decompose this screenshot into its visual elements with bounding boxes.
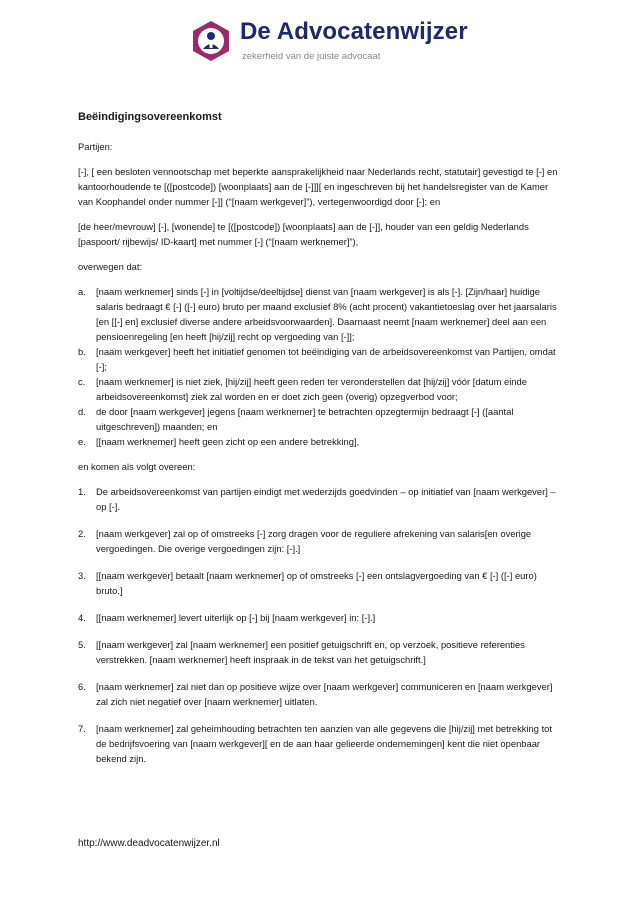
brand-name: De Advocatenwijzer bbox=[240, 18, 468, 45]
recital-text: [[naam werknemer] heeft geen zicht op een andere betrekking], bbox=[96, 436, 360, 447]
recital-item bbox=[78, 404, 560, 434]
article-text: [naam werknemer] zal geheimhouding betrachten ten aanzien van alle gegevens die [hij/zij] met betrekking tot de bedrijfsvoering van [naam werkgever][ en de aan haar gelieerde ondernemingen] kent die niet openbaar bekend zijn. bbox=[96, 723, 552, 764]
article-item bbox=[78, 679, 560, 709]
recital-label: b. bbox=[78, 346, 86, 357]
recital-label: a. bbox=[78, 286, 86, 297]
article-number: 3. bbox=[78, 570, 86, 581]
recital-label: d. bbox=[78, 406, 86, 417]
article-item bbox=[78, 568, 560, 598]
article-text: [[naam werkgever] zal [naam werknemer] een positief getuigschrift en, op verzoek, positieve referenties verstrekken. [naam werknemer] heeft inspraak in de tekst van het getuigschrift.] bbox=[96, 639, 525, 665]
recital-text: [naam werknemer] is niet ziek, [hij/zij] heeft geen reden ter veronderstellen dat [hij/zij] vóór [datum einde arbeidsovereenkomst] ziek zal worden en er doet zich geen (overig) opzegverbod voor; bbox=[96, 376, 527, 402]
article-text: [[naam werknemer] levert uiterlijk op [-] bij [naam werkgever] in: [-].] bbox=[96, 612, 376, 623]
recital-text: de door [naam werkgever] jegens [naam werknemer] te betrachten opzegtermijn bedraagt [-] ([aantal uitgeschreven]) maanden; en bbox=[96, 406, 514, 432]
article-item bbox=[78, 484, 560, 514]
article-item bbox=[78, 526, 560, 556]
recital-item bbox=[78, 344, 560, 374]
article-number: 1. bbox=[78, 486, 86, 497]
party-employer: [-], [ een besloten vennootschap met beperkte aansprakelijkheid naar Nederlands recht, statutair] gevestigd te [-] en kantoorhoudende te [([postcode]) [woonplaats] aan de [-]]][ en ingeschreven bij het handelsregister van de Kamer van Koophandel onder nummer [-]] (“[naam werkgever]”), vertegenwoordigd door [-]; en bbox=[78, 166, 558, 207]
document-title: Beëindigingsovereenkomst bbox=[78, 111, 222, 123]
recital-item bbox=[78, 374, 560, 404]
article-number: 6. bbox=[78, 681, 86, 692]
recital-item bbox=[78, 284, 560, 344]
articles-list bbox=[78, 484, 560, 766]
article-item bbox=[78, 721, 560, 766]
recital-label: e. bbox=[78, 436, 86, 447]
article-text: [[naam werkgever] betaalt [naam werknemer] op of omstreeks [-] een ontslagvergoeding van € [-] ([-] euro) bruto.] bbox=[96, 570, 537, 596]
considerations-intro: overwegen dat: bbox=[78, 261, 143, 272]
brand-tagline: zekerheid van de juiste advocaat bbox=[242, 51, 381, 62]
footer-url[interactable]: http://www.deadvocatenwijzer.nl bbox=[78, 838, 220, 849]
article-number: 2. bbox=[78, 528, 86, 539]
article-text: De arbeidsovereenkomst van partijen eindigt met wederzijds goedvinden – op initiatief van [naam werkgever] – op [-]. bbox=[96, 486, 556, 512]
article-item bbox=[78, 637, 560, 667]
article-number: 5. bbox=[78, 639, 86, 650]
recital-text: [naam werknemer] sinds [-] in [voltijdse/deeltijdse] dienst van [naam werkgever] is als [-]. [Zijn/haar] huidige salaris bedraagt € [-] ([-] euro) bruto per maand exclusief 8% (acht procent) vakantietoeslag over het jaarsalaris [en [[-] en] exclusief diverse andere arbeidsvoorwaarden]. Daarnaast neemt [naam werknemer] deel aan een pensioenregeling [en heeft [hij/zij] recht op vergoeding van [-]]; bbox=[96, 286, 557, 342]
article-item bbox=[78, 610, 560, 625]
recital-item bbox=[78, 434, 560, 449]
article-number: 7. bbox=[78, 723, 86, 734]
article-text: [naam werknemer] zal niet dan op positieve wijze over [naam werkgever] communiceren en [naam werkgever] zal zich niet negatief over [naam werknemer] uitlaten. bbox=[96, 681, 553, 707]
agreement-intro: en komen als volgt overeen: bbox=[78, 461, 196, 472]
advocate-badge-icon bbox=[190, 20, 232, 62]
article-number: 4. bbox=[78, 612, 86, 623]
recital-label: c. bbox=[78, 376, 86, 387]
article-text: [naam werkgever] zal op of omstreeks [-] zorg dragen voor de reguliere afrekening van salaris[en overige vergoedingen. Die overige vergoedingen zijn: [-].] bbox=[96, 528, 532, 554]
partijen-label: Partijen: bbox=[78, 141, 113, 152]
document-body bbox=[78, 110, 560, 778]
party-employee: [de heer/mevrouw] [-], [wonende] te [([postcode]) [woonplaats] aan de [-]], houder van een geldig Nederlands [paspoort/ rijbewijs/ ID-kaart] met nummer [-] (“[naam werknemer]”), bbox=[78, 221, 529, 247]
recitals-list bbox=[78, 284, 560, 449]
site-logo[interactable] bbox=[190, 18, 468, 68]
recital-text: [naam werkgever] heeft het initiatief genomen tot beëindiging van de arbeidsovereenkomst van Partijen, omdat [-]; bbox=[96, 346, 556, 372]
